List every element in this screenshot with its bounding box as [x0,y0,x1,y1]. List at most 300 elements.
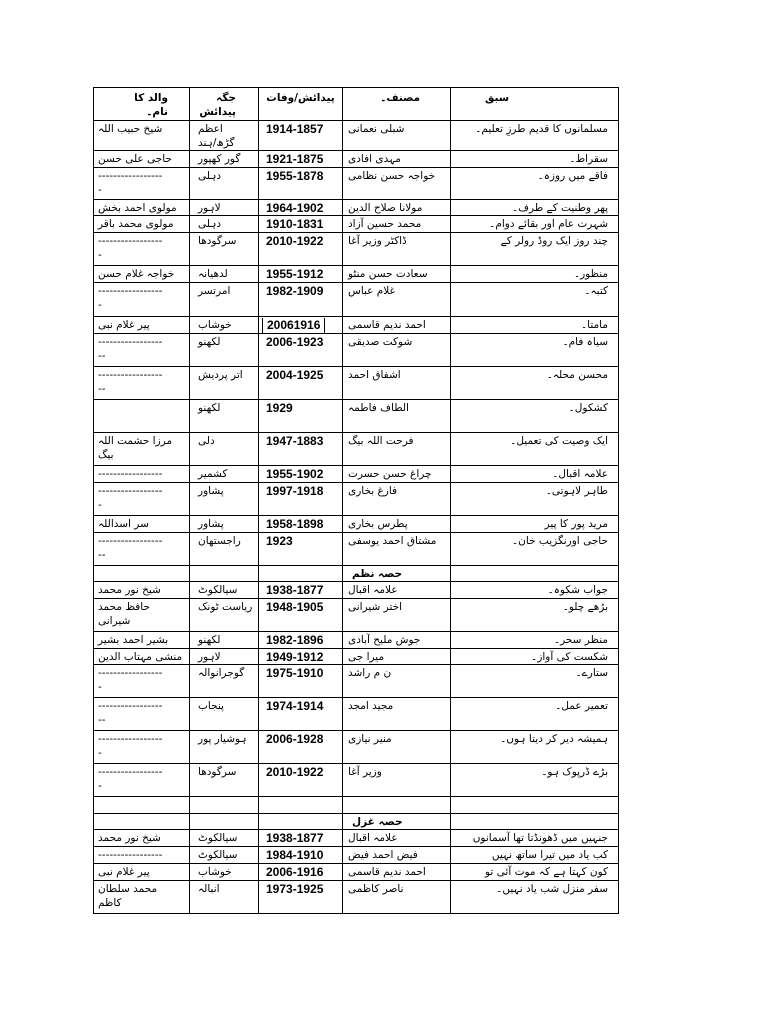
author-text: شوکت صدیقی [348,336,413,348]
cell-father [94,233,190,266]
place-text: سرگودھا [198,235,237,247]
cell-place [190,764,259,797]
author-text: فیض احمد فیض [348,849,418,861]
place-text: لکھنو [198,336,221,348]
place-text: انبالہ [198,883,220,895]
table-row [94,665,619,698]
years-text: 2006-1923 [266,335,324,349]
cell-father [94,830,190,847]
father-text: شیخ نور محمد [98,584,161,596]
table-row [94,599,619,632]
table-header [94,88,619,121]
years-text: 1929 [266,401,293,415]
cell-years [259,533,343,566]
father-text: ----------------- -- [98,535,163,561]
table-row [94,764,619,797]
cell-lesson [451,400,619,433]
cell-father [94,200,190,216]
lesson-text: بڑے ڈرپوک ہو۔ [541,766,608,778]
cell-place [190,334,259,367]
father-text: ----------------- - [98,170,163,196]
cell-years [259,433,343,466]
place-text: لکھنو [198,402,221,414]
table-row [94,797,619,814]
father-text: ----------------- -- [98,700,163,726]
cell-father [94,881,190,914]
cell-place [190,168,259,200]
lesson-text: مرید پور کا پیر [544,518,608,530]
table-row [94,582,619,599]
lesson-text: علامہ اقبال۔ [552,468,608,480]
cell-place [190,367,259,400]
author-text: جوش ملیح آبادی [348,634,421,646]
cell-years [259,216,343,233]
author-text: سعادت حسن منٹو [348,268,428,280]
author-text: خواجہ حسن نظامی [348,170,436,182]
author-text: محمد حسین آزاد [348,218,422,230]
cell-author [343,516,451,533]
cell-lesson [451,367,619,400]
cell-father [94,466,190,483]
place-text: گور کھپور [198,153,241,165]
cell-place [190,698,259,731]
father-text: محمد سلطان کاظم [98,883,158,909]
father-text: ----------------- [98,468,163,480]
cell-lesson [451,233,619,266]
place-text: اتر پردیش [198,369,243,381]
cell-place [190,400,259,433]
header-birth-death: پیدائش/وفات [259,88,343,121]
table-row [94,830,619,847]
years-text: 1938-1877 [266,831,324,845]
years-text: 1955-1912 [266,267,324,281]
cell-author [343,698,451,731]
author-text: فارغ بخاری [348,485,398,497]
author-text: وزیر آغا [348,766,382,778]
cell-place [190,200,259,216]
cell-father [94,665,190,698]
cell-author [343,200,451,216]
cell-lesson [451,483,619,516]
cell-lesson [451,864,619,881]
author-text: اشفاق احمد [348,369,401,381]
cell-author [343,266,451,283]
section-title: حصہ غزل [352,816,403,828]
father-text: ----------------- - [98,235,163,261]
cell-lesson [451,847,619,864]
table-row [94,649,619,665]
cell-author [343,283,451,317]
father-text: ----------------- - [98,667,163,693]
author-text: شبلی نعمانی [348,123,405,135]
cell-father [94,433,190,466]
place-text: پشاور [198,485,224,497]
cell-years [259,200,343,216]
cell-author [343,582,451,599]
author-text: منیر نیازی [348,733,392,745]
father-text: شیخ نور محمد [98,832,161,844]
cell-author [343,317,451,334]
cell-place [190,151,259,168]
cell-father [94,599,190,632]
place-text: کشمیر [198,468,228,480]
place-text: لاہور [198,202,221,214]
years-text: 1947-1883 [266,434,324,448]
cell-years [259,566,343,582]
cell-place [190,649,259,665]
cell-author [343,483,451,516]
table-row [94,533,619,566]
cell-place [190,599,259,632]
author-text: چراغ حسن حسرت [348,468,432,480]
lesson-text: حاجی اورنگزیب خان۔ [512,535,608,547]
cell-lesson [451,283,619,317]
cell-years [259,830,343,847]
cell-lesson [451,665,619,698]
cell-lesson [451,266,619,283]
cell-years [259,400,343,433]
place-text: لدھیانہ [198,268,228,280]
cell-lesson [451,151,619,168]
place-text: سیالکوٹ [198,832,238,844]
cell-father [94,283,190,317]
years-text: 1938-1877 [266,583,324,597]
cell-lesson [451,698,619,731]
cell-place [190,216,259,233]
cell-lesson [451,632,619,649]
cell-place [190,797,259,814]
years-text: 2004-1925 [266,368,324,382]
header-father-name: والد کا نام۔ [94,88,190,121]
place-text: ریاست ٹونک [198,601,253,613]
cell-lesson [451,797,619,814]
place-text: خوشاب [198,866,232,878]
cell-lesson [451,649,619,665]
father-text: ----------------- - [98,485,163,511]
cell-father [94,168,190,200]
cell-years [259,632,343,649]
years-text: 1910-1831 [266,217,324,231]
years-text: 1948-1905 [266,600,324,614]
table-row [94,283,619,317]
lesson-text: تعمیر عمل۔ [555,700,608,712]
cell-author [343,632,451,649]
place-text: لکھنو [198,634,221,646]
cell-father [94,266,190,283]
cell-father [94,566,190,582]
cell-years [259,466,343,483]
author-text: میرا جی [348,651,385,663]
table-row [94,466,619,483]
table-body [94,121,619,914]
cell-author [343,830,451,847]
cell-place [190,830,259,847]
lesson-text: ہمیشہ دیر کر دیتا ہوں۔ [500,733,608,745]
author-text: اختر شیرانی [348,601,403,613]
cell-father [94,698,190,731]
cell-author [343,599,451,632]
author-text: علامہ اقبال [348,584,398,596]
cell-author [343,400,451,433]
table-row [94,731,619,764]
table-row [94,632,619,649]
cell-years [259,665,343,698]
father-text: سر اسداللہ [98,518,149,530]
father-text: منشی مہتاب الدین [98,651,183,663]
lesson-text: جواب شکوہ۔ [547,584,608,596]
cell-lesson [451,516,619,533]
place-text: خوشاب [198,319,232,331]
cell-place [190,864,259,881]
cell-lesson [451,168,619,200]
place-text: سیالکوٹ [198,584,238,596]
cell-place [190,516,259,533]
father-text: ----------------- - [98,285,163,311]
years-text: 2010-1922 [266,234,324,248]
years-text: 1914-1857 [266,122,324,136]
cell-years [259,649,343,665]
father-text: مرزا حشمت اللہ بیگ [98,435,173,461]
father-text: مولوی محمد باقر [98,218,174,230]
cell-lesson [451,814,619,830]
lesson-text: چند روز ایک روڈ رولر کے [500,235,608,247]
cell-author [343,814,451,830]
place-text: سیالکوٹ [198,849,238,861]
cell-years [259,764,343,797]
father-text: ----------------- - [98,733,163,759]
cell-lesson [451,566,619,582]
cell-place [190,233,259,266]
lesson-text: شکست کی آواز۔ [531,651,608,663]
header-author: مصنف۔ [343,88,451,121]
cell-years [259,283,343,317]
cell-lesson [451,881,619,914]
lesson-text: مسلمانوں کا قدیم طرزِ تعلیم۔ [475,123,608,135]
table-row [94,881,619,914]
cell-years [259,168,343,200]
place-text: سرگودھا [198,766,237,778]
author-text: فرحت اللہ بیگ [348,435,414,447]
father-text: بشیر احمد بشیر [98,634,169,646]
place-text: ہوشیار پور [198,733,247,745]
lesson-text: سیاہ فام۔ [562,336,608,348]
cell-author [343,367,451,400]
lesson-text: جنہیں میں ڈھونڈتا تھا آسمانوں [472,832,608,844]
cell-place [190,731,259,764]
table-row [94,483,619,516]
cell-author [343,847,451,864]
cell-years [259,121,343,151]
years-text: 1982-1909 [266,284,324,298]
cell-place [190,665,259,698]
cell-father [94,317,190,334]
cell-father [94,334,190,367]
author-text: علامہ اقبال [348,832,398,844]
cell-years [259,151,343,168]
cell-author [343,233,451,266]
cell-author [343,121,451,151]
cell-years [259,516,343,533]
cell-years [259,698,343,731]
place-text: راجستھان [198,535,241,547]
cell-years [259,483,343,516]
syllabus-table [93,87,619,914]
lesson-text: کشکول۔ [568,402,608,414]
cell-years [259,599,343,632]
cell-father [94,814,190,830]
author-text: مولانا صلاح الدین [348,202,423,214]
cell-author [343,864,451,881]
cell-author [343,168,451,200]
lesson-text: ایک وصیت کی تعمیل۔ [510,435,608,447]
header-lesson: سبق [451,88,619,121]
cell-years [259,881,343,914]
lesson-text: شہرت عام اور بقائے دوام۔ [489,218,608,230]
cell-lesson [451,830,619,847]
place-text: پنجاب [198,700,224,712]
table-row [94,400,619,433]
cell-years [259,334,343,367]
father-text: مولوی احمد بخش [98,202,177,214]
cell-years [259,233,343,266]
cell-place [190,266,259,283]
years-text: 1958-1898 [266,517,324,531]
cell-place [190,881,259,914]
section-row [94,566,619,582]
place-text: دہلی [198,170,222,182]
cell-father [94,516,190,533]
cell-father [94,632,190,649]
place-text: گوجرانوالہ [198,667,245,679]
father-text: پیر غلام نبی [98,319,150,331]
cell-lesson [451,764,619,797]
cell-years [259,847,343,864]
years-text: 1923 [266,534,293,548]
father-text: ----------------- - [98,766,163,792]
lesson-text: بڑھے چلو۔ [562,601,608,613]
cell-father [94,649,190,665]
cell-place [190,582,259,599]
lesson-text: کون کہتا ہے کہ موت آئی تو [484,866,608,878]
father-text: پیر غلام نبی [98,866,150,878]
father-text: شیخ حبیب اللہ [98,123,163,135]
years-text: 1955-1878 [266,169,324,183]
place-text: لاہور [198,651,221,663]
cell-place [190,847,259,864]
years-text: 1949-1912 [266,650,324,664]
cell-father [94,121,190,151]
cell-author [343,797,451,814]
section-row [94,814,619,830]
cell-lesson [451,317,619,334]
cell-author [343,731,451,764]
cell-lesson [451,466,619,483]
place-text: دہلی [198,218,222,230]
cell-lesson [451,582,619,599]
author-text: غلام عباس [348,285,396,297]
cell-years [259,582,343,599]
years-text: 1921-1875 [266,152,324,166]
table-row [94,864,619,881]
cell-author [343,764,451,797]
cell-years [259,797,343,814]
lesson-text: منظر سحر۔ [553,634,608,646]
cell-author [343,216,451,233]
cell-place [190,814,259,830]
cell-author [343,433,451,466]
cell-author [343,665,451,698]
years-text: 1984-1910 [266,848,324,862]
table-row [94,121,619,151]
cell-author [343,881,451,914]
cell-father [94,864,190,881]
lesson-text: سفر منزل شب یاد نہیں۔ [496,883,608,895]
header-birthplace: جگہ پیدائش [190,88,259,121]
cell-lesson [451,533,619,566]
cell-father [94,797,190,814]
author-text: ن م راشد [348,667,392,679]
lesson-text: ستارے۔ [575,667,608,679]
author-text: مشتاق احمد یوسفی [348,535,437,547]
cell-place [190,283,259,317]
table-row [94,698,619,731]
lesson-text: طاہر لاہوتی۔ [545,485,608,497]
cell-place [190,483,259,516]
cell-lesson [451,200,619,216]
cell-father [94,367,190,400]
father-text: خواجہ غلام حسن [98,268,175,280]
lesson-text: پھر وطنیت کے طرف۔ [512,202,608,214]
header-row [94,88,619,121]
author-text: احمد ندیم قاسمی [348,319,426,331]
years-text: 1974-1914 [266,699,324,713]
lesson-text: مامتا۔ [581,319,608,331]
table-row [94,367,619,400]
cell-years [259,266,343,283]
cell-father [94,847,190,864]
table-row [94,200,619,216]
cell-years [259,317,343,334]
table-row [94,151,619,168]
cell-lesson [451,731,619,764]
author-text: الطاف فاطمہ [348,402,409,414]
cell-father [94,533,190,566]
cell-years [259,864,343,881]
cell-author [343,533,451,566]
author-text: مہدی افادی [348,153,401,165]
cell-lesson [451,433,619,466]
table-row [94,847,619,864]
cell-years [259,731,343,764]
place-text: دلی [198,435,215,447]
cell-author [343,466,451,483]
author-text: ڈاکٹر وزیر آغا [348,235,407,247]
cell-lesson [451,121,619,151]
author-text: احمد ندیم قاسمی [348,866,426,878]
cell-author [343,649,451,665]
lesson-text: کتبہ۔ [584,285,608,297]
cell-place [190,433,259,466]
author-text: مجید امجد [348,700,394,712]
cell-lesson [451,599,619,632]
years-text: 1982-1896 [266,633,324,647]
table-row [94,317,619,334]
place-text: پشاور [198,518,224,530]
cell-father [94,400,190,433]
cell-years [259,367,343,400]
lesson-text: محسن محلہ۔ [546,369,608,381]
years-text: 2010-1922 [266,765,324,779]
